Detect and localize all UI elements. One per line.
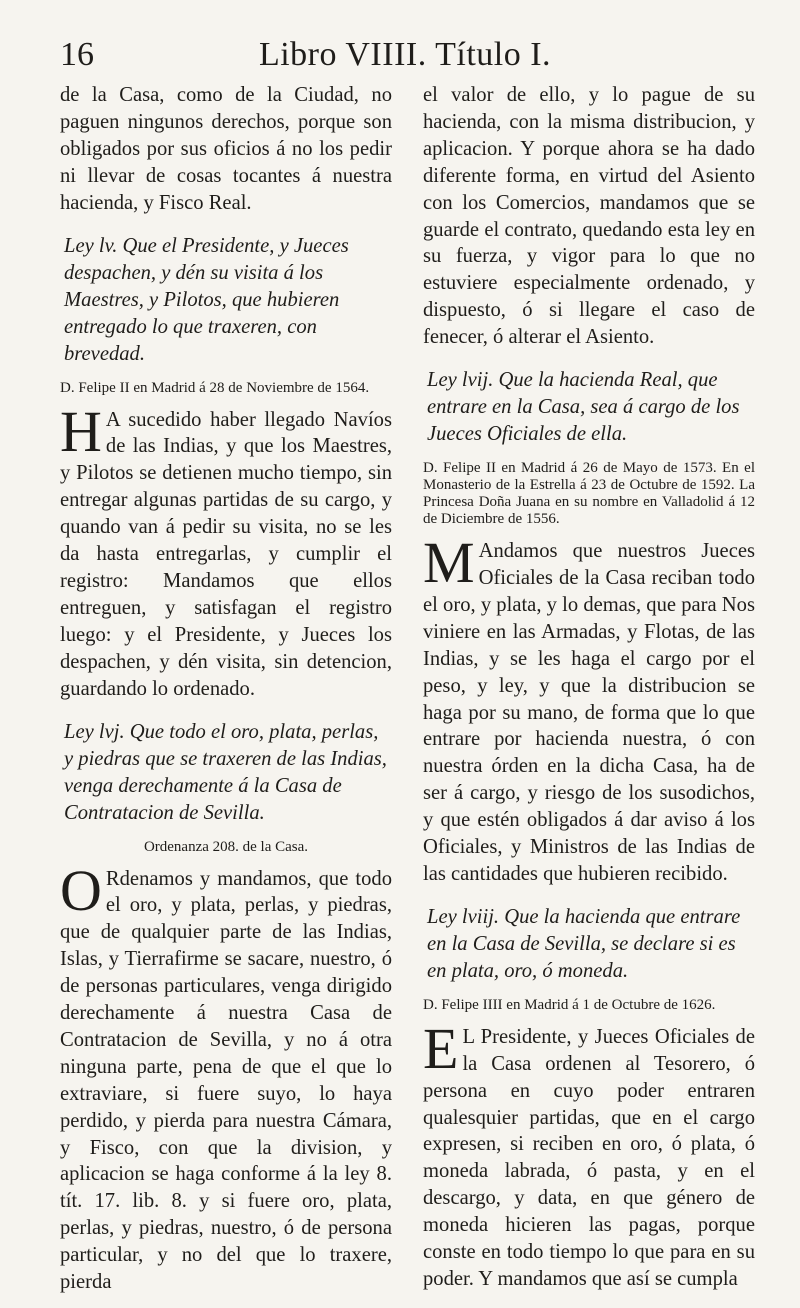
law-lv-title: Ley lv. Que el Presidente, y Jueces despachen, y dén su visita á los Maestres, y Pilotos, que hubieren entregado lo que traxeren, con brevedad. bbox=[64, 234, 349, 365]
continued-paragraph: de la Casa, como de la Ciudad, no paguen ningunos derechos, porque son obligados por sus oficios á no los pedir ni llevar de cosas tocantes á nuestra hacienda, y Fisco Real. bbox=[60, 84, 392, 214]
running-title: Libro VIIII. Título I. bbox=[258, 36, 552, 73]
law-lvij-source: D. Felipe II en Madrid á 26 de Mayo de 1573. En el Monasterio de la Estrella á 23 de Octubre de 1592. La Princesa Doña Juana en su nombre en Valladolid á 12 de Diciembre de 1556. bbox=[423, 460, 755, 528]
law-lvj-source: Ordenanza 208. de la Casa. bbox=[143, 838, 309, 855]
law-lviij-text: L Presidente, y Jueces Oficiales de la Casa ordenen al Tesorero, ó persona en cuyo poder entraren qualesquier partidas, que en el cargo expresen, si reciben en oro, ó plata, ó moneda labrada, ó pasta, y en el descargo, y data, en que género de moneda hicieren las pagas, porque conste en todo tiempo lo que para en su poder. Y mandamos que así se cumpla bbox=[423, 1025, 755, 1290]
drop-cap-h: H bbox=[60, 398, 102, 464]
law-lvj-text: Rdenamos y mandamos, que todo el oro, y plata, perlas, y piedras, que de qualquier parte de las Indias, Islas, y Tierrafirme se sacare, nuestro, ó de personas particulares, venga dirigido derechamente á nuestra Casa de Contratacion de Sevilla, y no á otra ninguna parte, pena de que el que lo extraviare, si fuere suyo, lo haya perdido, y pierda para nuestra Cámara, y Fisco, con que la division, y aplicacion se haga conforme á la ley 8. tít. 17. lib. 8. y si fuere oro, plata, perlas, y piedras, nuestro, ó de persona particular, y no del que lo traxere, pierda bbox=[60, 867, 392, 1294]
law-lvij-body bbox=[423, 530, 755, 888]
right-column bbox=[423, 82, 755, 1293]
law-lviij-title: Ley lviij. Que la hacienda que entrare en la Casa de Sevilla, se declare si es en plata, oro, ó moneda. bbox=[427, 905, 741, 982]
continued-paragraph-right: el valor de ello, y lo pague de su hacienda, con la misma distribucion, y aplicacion. Y porque ahora se ha dado diferente forma, en virtud del Asiento con los Comercios, mandamos que se guarde el contrato, quedando esta ley en su fuerza, y vigor para lo que no estuviere especialmente ordenado, y dispuesto, ó si llegare el caso de fenecer, ó alterar el Asiento. bbox=[423, 84, 755, 349]
law-lvj-title: Ley lvj. Que todo el oro, plata, perlas, y piedras que se traxeren de las Indias, venga derechamente á la Casa de Contratacion de Sevilla. bbox=[64, 720, 387, 824]
drop-cap-m: M bbox=[423, 530, 475, 596]
law-lviij-source: D. Felipe IIII en Madrid á 1 de Octubre de 1626. bbox=[423, 996, 716, 1013]
law-lv-source: D. Felipe II en Madrid á 28 de Noviembre de 1564. bbox=[60, 379, 370, 396]
law-lvj-body bbox=[60, 857, 392, 1297]
law-lviij-body bbox=[423, 1015, 755, 1293]
drop-cap-o: O bbox=[60, 857, 102, 923]
drop-cap-e: E bbox=[423, 1015, 459, 1081]
page-header bbox=[60, 36, 750, 76]
page-number: 16 bbox=[60, 36, 94, 73]
law-lvij-title: Ley lvij. Que la hacienda Real, que entrare en la Casa, sea á cargo de los Jueces Oficiales de ella. bbox=[427, 369, 740, 446]
law-lv-text: A sucedido haber llegado Navíos de las Indias, y que los Maestres, y Pilotos se detienen mucho tiempo, sin entregar algunas partidas de su cargo, y quando van á pedir su visita, no se les da hasta entregarlas, y cumplir el registro: Mandamos que ellos entreguen, y satisfagan el registro luego: y el Presidente, y Jueces los despachen, y dén visita, sin detencion, guardando lo ordenado. bbox=[60, 408, 392, 700]
law-lv-body bbox=[60, 398, 392, 703]
left-column bbox=[60, 82, 392, 1296]
law-lvij-text: Andamos que nuestros Jueces Oficiales de la Casa reciban todo el oro, y plata, y lo demas, que para Nos viniere en las Armadas, y Flotas, de las Indias, y se les haga el cargo por el peso, y ley, y que la distribucion se haga por su mano, de forma que lo que entrare por hacienda nuestra, ó con nuestra órden en la dicha Casa, ha de ser á cargo, y riesgo de los susodichos, y que estén obligados á dar aviso á los Oficiales, y Ministros de las Indias de las cantidades que hubieren recibido. bbox=[423, 540, 755, 885]
